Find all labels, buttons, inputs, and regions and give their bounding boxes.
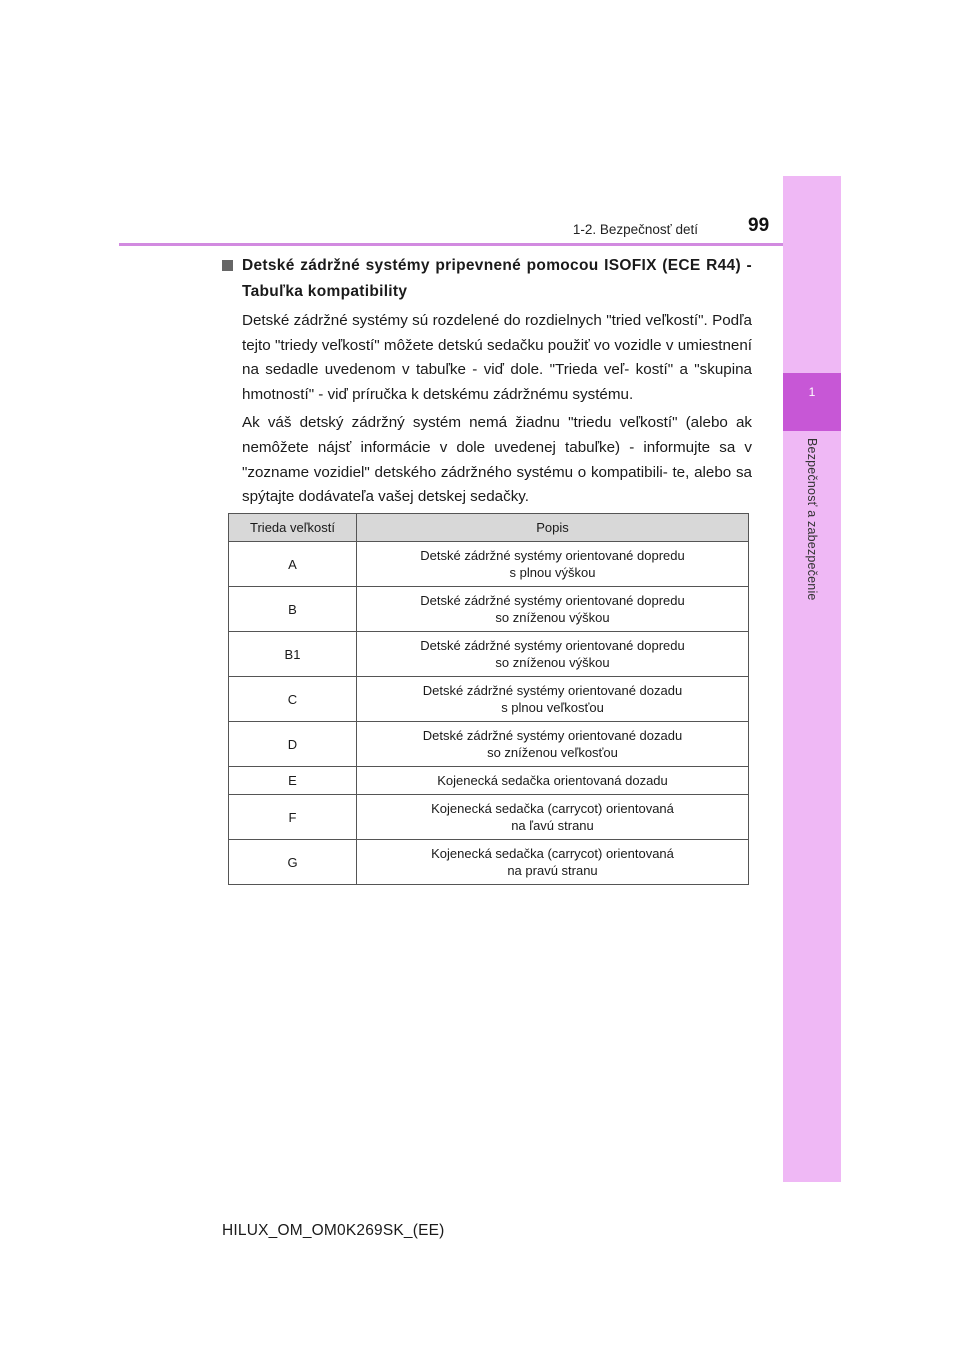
table-row (229, 722, 749, 767)
description-cell (357, 722, 749, 767)
manual-code: HILUX_OM_OM0K269SK_(EE) (222, 1222, 445, 1239)
description-cell (357, 840, 749, 885)
description-line-2: na ľavú stranu (511, 818, 594, 833)
description-line-2: s plnou veľkosťou (501, 700, 604, 715)
compatibility-table (228, 513, 749, 885)
table-header-row (229, 514, 749, 542)
description-line-2: so zníženou veľkosťou (487, 745, 618, 760)
size-class-cell: B (229, 587, 357, 632)
section-heading-text: Detské zádržné systémy pripevnené pomocou ISOFIX (ECE R44) - Tabuľka kompatibility (242, 257, 752, 300)
table-row (229, 795, 749, 840)
size-class-cell: E (229, 767, 357, 795)
description-line-2: s plnou výškou (509, 565, 596, 580)
table-row (229, 587, 749, 632)
description-line-1: Kojenecká sedačka (carrycot) orientovaná (431, 801, 674, 816)
description-line-2: na pravú stranu (507, 863, 598, 878)
description-line-1: Detské zádržné systémy orientované dopredu (420, 548, 685, 563)
paragraph-1: Detské zádržné systémy sú rozdelené do rozdielnych "tried veľkostí". Podľa tejto "triedy veľkostí" môžete detskú sedačku použiť vo vozidle v umiestnení na sedadle uvedenom v tabuľke - viď dole. "Trieda veľ- kostí" a "skupina hmotností" - viď príručka k detskému zádržnému systému. (242, 312, 752, 403)
size-class-cell: G (229, 840, 357, 885)
description-cell: Kojenecká sedačka orientovaná dozadu (357, 767, 749, 795)
chapter-tab (783, 373, 841, 431)
table-row (229, 767, 749, 795)
description-line-1: Detské zádržné systémy orientované dozadu (422, 683, 683, 698)
description-cell (357, 632, 749, 677)
page-number: 99 (748, 215, 770, 236)
table-row (229, 840, 749, 885)
description-line-2: so zníženou výškou (495, 610, 610, 625)
size-class-cell: D (229, 722, 357, 767)
chapter-number: 1 (808, 385, 816, 399)
size-class-cell: A (229, 542, 357, 587)
table-row (229, 542, 749, 587)
size-class-cell: F (229, 795, 357, 840)
description-line-1: Detské zádržné systémy orientované dopredu (420, 593, 685, 608)
header-rule (119, 243, 783, 246)
size-class-cell: C (229, 677, 357, 722)
size-class-cell: B1 (229, 632, 357, 677)
section-title: 1-2. Bezpečnosť detí (572, 222, 698, 237)
column-header-description: Popis (357, 514, 749, 542)
description-cell (357, 587, 749, 632)
description-cell (357, 542, 749, 587)
chapter-title-vertical (783, 438, 841, 638)
main-content (222, 253, 752, 510)
chapter-title: Bezpečnosť a zabezpečenie (805, 438, 819, 601)
chapter-side-band (783, 176, 841, 1182)
description-line-2: so zníženou výškou (495, 655, 610, 670)
table-row (229, 632, 749, 677)
description-line-1: Kojenecká sedačka (carrycot) orientovaná (431, 846, 674, 861)
column-header-class: Trieda veľkostí (229, 514, 357, 542)
paragraph-2: Ak váš detský zádržný systém nemá žiadnu "triedu veľkostí" (alebo ak nemôžete nájsť informácie v dole uvedenej tabuľke) - informujte sa v "zozname vozidiel" detského zádržného systému o kompatibili- te, alebo sa spýtajte dodávateľa vašej detskej sedačky. (242, 414, 752, 506)
square-bullet-icon (222, 260, 233, 271)
description-line-1: Detské zádržné systémy orientované dozadu (422, 728, 683, 743)
section-heading (222, 253, 752, 305)
description-line-1: Detské zádržné systémy orientované dopredu (420, 638, 685, 653)
description-cell (357, 677, 749, 722)
description-cell (357, 795, 749, 840)
table-row (229, 677, 749, 722)
